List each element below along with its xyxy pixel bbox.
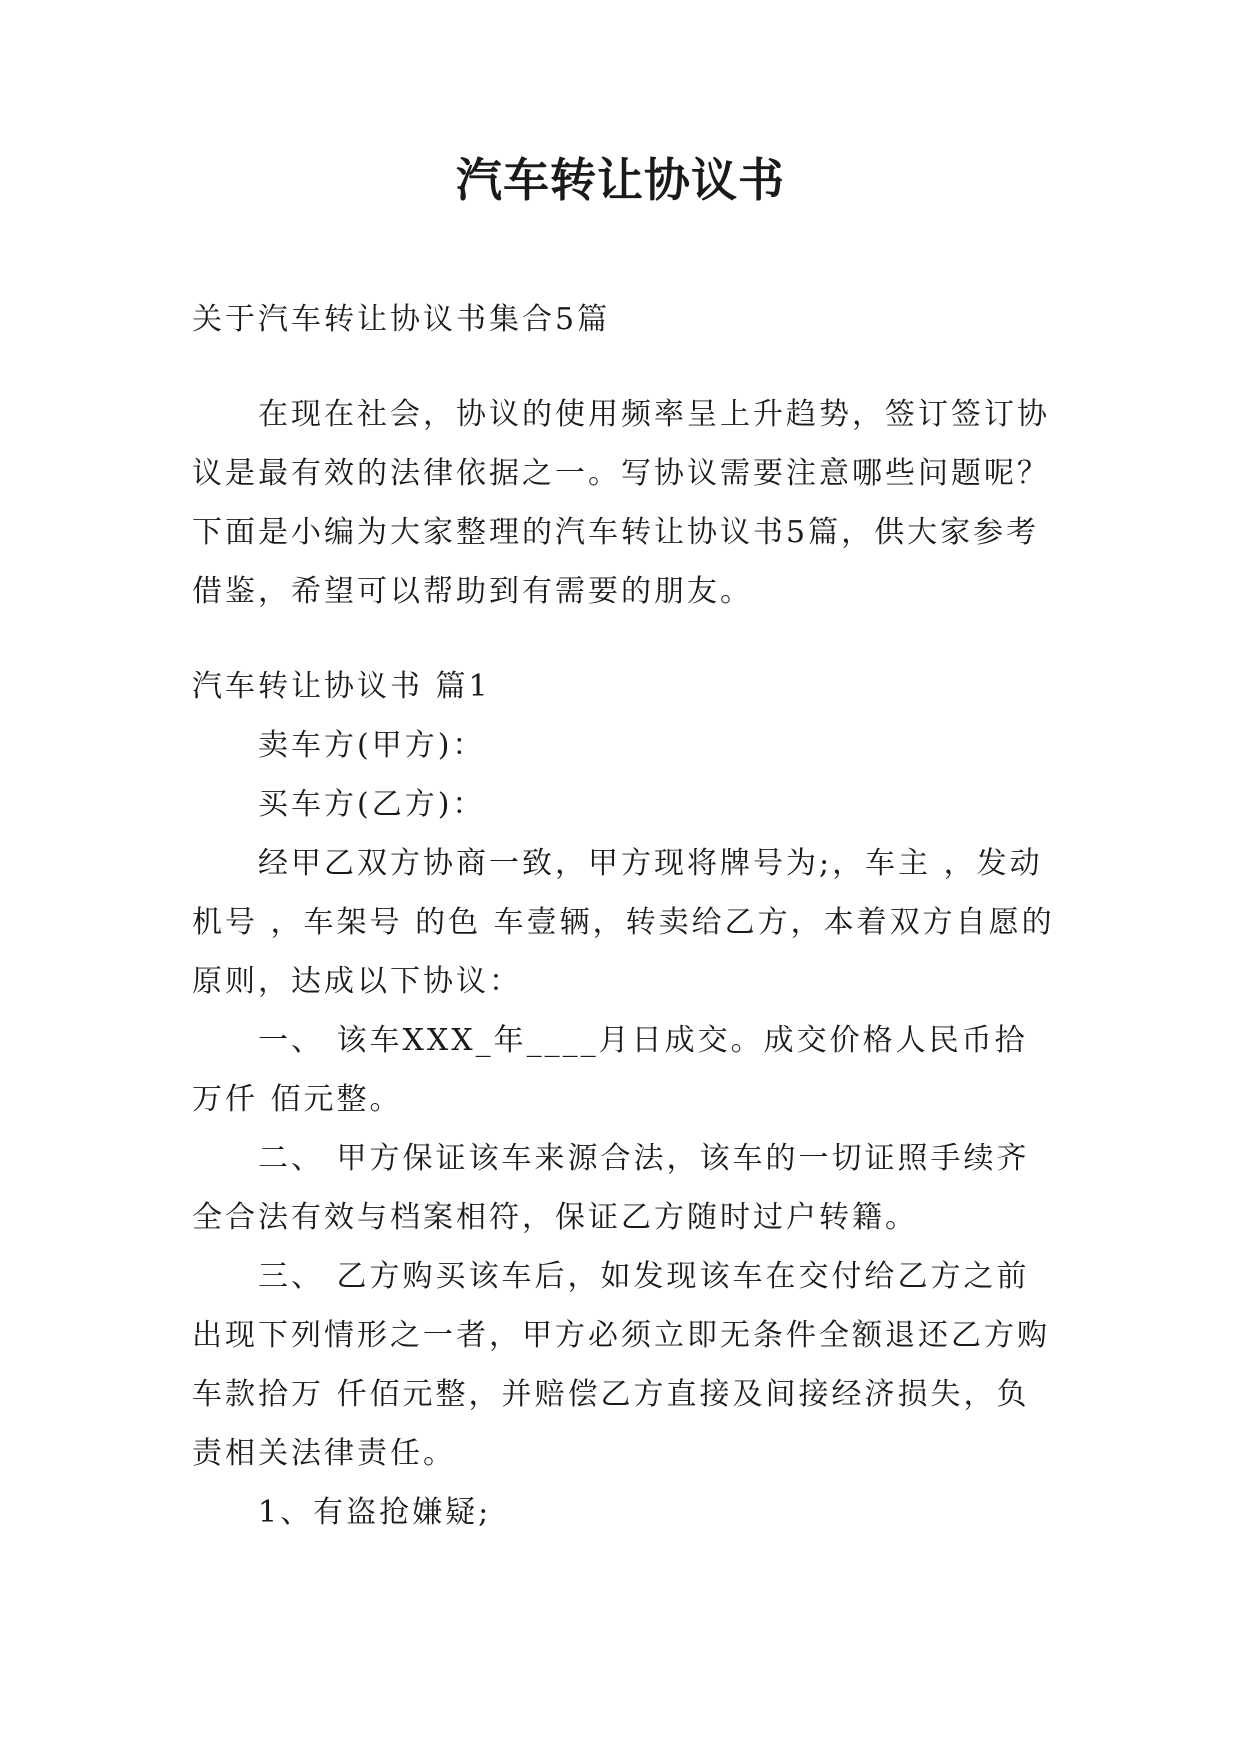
clause-2: 二、 甲方保证该车来源合法，该车的一切证照手续齐全合法有效与档案相符，保证乙方随时过户转籍。 <box>192 1141 1030 1235</box>
document-body <box>192 290 1058 1542</box>
seller-line: 卖车方(甲方)： <box>258 728 486 763</box>
clause-1: 一、 该车XXX_年____月日成交。成交价格人民币拾万仟 佰元整。 <box>192 1023 1028 1117</box>
document-title: 汽车转让协议书 <box>456 153 785 207</box>
list-item-1: 1、有盗抢嫌疑; <box>258 1495 492 1530</box>
agreement-paragraph: 经甲乙双方协商一致，甲方现将牌号为;，车主 ，发动机号 ，车架号 的色 车壹辆，转卖给乙方，本着双方自愿的原则，达成以下协议： <box>192 846 1055 999</box>
intro-paragraph: 在现在社会，协议的使用频率呈上升趋势，签订签订协议是最有效的法律依据之一。写协议需要注意哪些问题呢？下面是小编为大家整理的汽车转让协议书5篇，供大家参考借鉴，希望可以帮助到有需要的朋友。 <box>192 397 1050 609</box>
section-heading: 汽车转让协议书 篇1 <box>192 669 491 704</box>
buyer-line: 买车方(乙方)： <box>258 787 486 822</box>
document-subtitle: 关于汽车转让协议书集合5篇 <box>192 302 611 337</box>
clause-3: 三、 乙方购买该车后，如发现该车在交付给乙方之前出现下列情形之一者，甲方必须立即无条件全额退还乙方购车款拾万 仟佰元整，并赔偿乙方直接及间接经济损失，负责相关法律责任。 <box>192 1259 1050 1471</box>
